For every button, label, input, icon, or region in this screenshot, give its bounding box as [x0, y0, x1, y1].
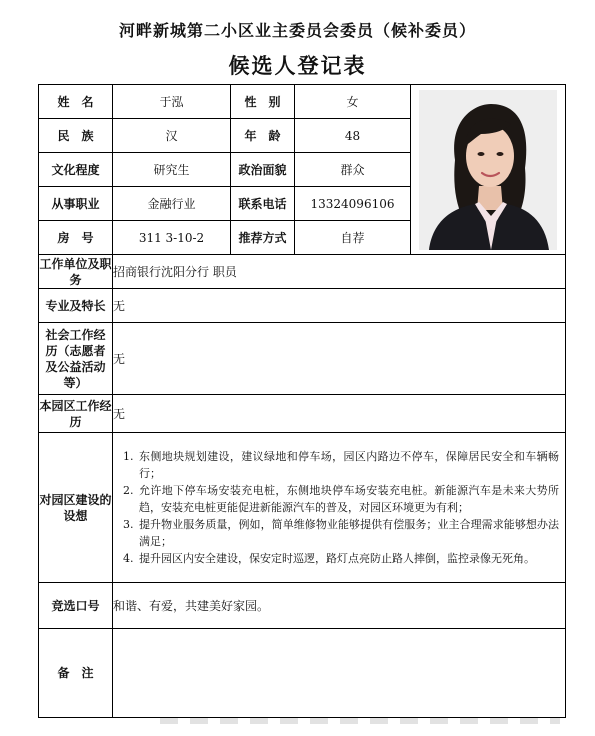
- gender-label: 性别: [231, 85, 295, 119]
- social-work-label: 社会工作经历（志愿者及公益活动等）: [39, 323, 113, 395]
- park-work-value: 无: [113, 395, 566, 433]
- photo-cell: [411, 85, 566, 255]
- specialty-label: 专业及特长: [39, 289, 113, 323]
- phone-value: 13324096106: [295, 187, 411, 221]
- name-label: 姓名: [39, 85, 113, 119]
- scan-artifact-stripe: [160, 718, 560, 724]
- plans-cell: [113, 433, 566, 583]
- name-value: 于泓: [113, 85, 231, 119]
- work-unit-label: 工作单位及职务: [39, 256, 112, 287]
- slogan-value: 和谐、有爱，共建美好家园。: [113, 583, 566, 629]
- slogan-label: 竞选口号: [39, 583, 113, 629]
- plans-label: 对园区建设的设想: [39, 433, 113, 583]
- political-status-value: 群众: [295, 153, 411, 187]
- occupation-label: 从事职业: [39, 187, 113, 221]
- plan-item: 4. 提升园区内安全建设，保安定时巡逻，路灯点亮防止路人摔倒，监控录像无死角。: [137, 550, 559, 567]
- gender-value: 女: [295, 85, 411, 119]
- education-value: 研究生: [113, 153, 231, 187]
- plan-item: 3. 提升物业服务质量，例如，简单维修物业能够提供有偿服务；业主合理需求能够想办法满足；: [137, 516, 559, 550]
- remarks-label: 备注: [39, 629, 113, 718]
- political-status-label: 政治面貌: [231, 153, 295, 187]
- social-work-value: 无: [113, 323, 566, 395]
- specialty-value: 无: [113, 289, 566, 323]
- recommend-method-label: 推荐方式: [231, 221, 295, 255]
- park-work-label: 本园区工作经历: [39, 395, 113, 433]
- room-value: 311 3-10-2: [113, 221, 231, 255]
- occupation-value: 金融行业: [113, 187, 231, 221]
- education-label: 文化程度: [39, 153, 113, 187]
- phone-label: 联系电话: [231, 187, 295, 221]
- candidate-registration-table: [38, 84, 566, 718]
- age-value: 48: [295, 119, 411, 153]
- ethnicity-label: 民族: [39, 119, 113, 153]
- ethnicity-value: 汉: [113, 119, 231, 153]
- form-title: 河畔新城第二小区业主委员会委员（候补委员）: [118, 21, 476, 40]
- recommend-method-value: 自荐: [295, 221, 411, 255]
- form-subtitle: 候选人登记表: [228, 54, 367, 78]
- age-label: 年龄: [231, 119, 295, 153]
- room-label: 房号: [39, 221, 113, 255]
- plan-item: 2. 允许地下停车场安装充电桩，东侧地块停车场安装充电桩。新能源汽车是未来大势所趋，安装充电桩更能促进新能源汽车的普及，对园区环境更为有利；: [137, 482, 559, 516]
- candidate-photo: [419, 90, 557, 250]
- work-unit-value: 招商银行沈阳分行 职员: [113, 255, 566, 289]
- remarks-value: [113, 629, 566, 718]
- plan-item: 1. 东侧地块规划建设，建议绿地和停车场，园区内路边不停车，保障居民安全和车辆畅行；: [137, 448, 559, 482]
- plans-list: [113, 448, 565, 567]
- candidate-portrait-image: [419, 90, 557, 250]
